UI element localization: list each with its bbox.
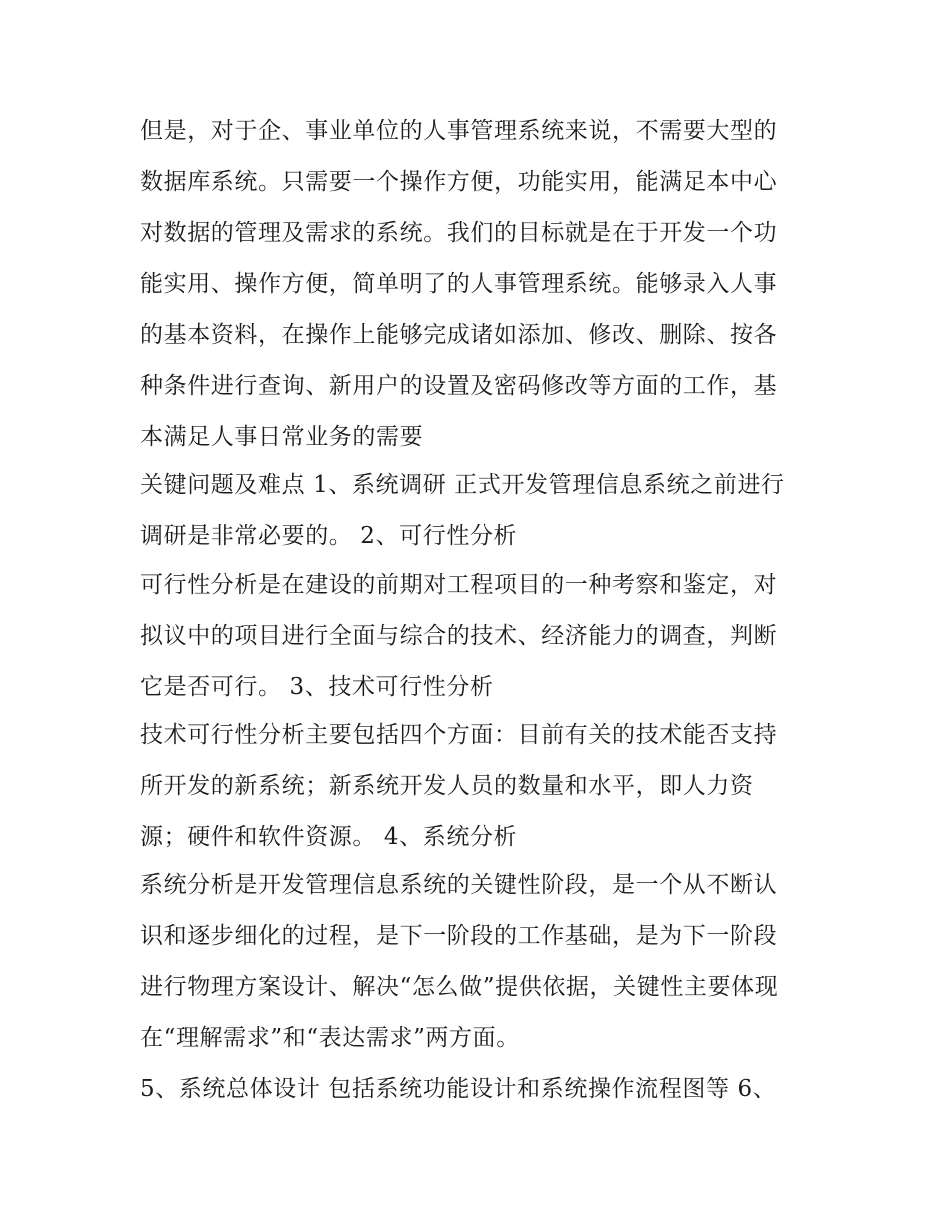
text-line: 可行性分析是在建设的前期对工程项目的一种考察和鉴定，对	[140, 572, 778, 598]
text-line: 在“理解需求”和“表达需求”两方面。	[140, 1025, 520, 1051]
text-line: 进行物理方案设计、解决“怎么做”提供依据，关键性主要体现	[140, 974, 779, 1000]
text-line: 对数据的管理及需求的系统。我们的目标就是在于开发一个功	[140, 220, 778, 246]
text-line: 关键问题及难点 1、系统调研 正式开发管理信息系统之前进行	[140, 472, 785, 498]
text-line: 源；硬件和软件资源。 4、系统分析	[140, 824, 518, 850]
text-line: 它是否可行。 3、技术可行性分析	[140, 674, 494, 700]
text-line: 本满足人事日常业务的需要	[140, 424, 424, 450]
text-line: 技术可行性分析主要包括四个方面：目前有关的技术能否支持	[140, 722, 778, 748]
text-line: 调研是非常必要的。 2、可行性分析	[140, 523, 518, 549]
text-line: 的基本资料，在操作上能够完成诸如添加、修改、删除、按各	[140, 322, 778, 348]
text-line: 但是，对于企、事业单位的人事管理系统来说，不需要大型的	[140, 118, 778, 144]
text-line: 能实用、操作方便，简单明了的人事管理系统。能够录入人事	[140, 271, 778, 297]
text-line: 系统分析是开发管理信息系统的关键性阶段，是一个从不断认	[140, 872, 778, 898]
text-line: 数据库系统。只需要一个操作方便，功能实用，能满足本中心	[140, 169, 778, 195]
text-line: 5、系统总体设计 包括系统功能设计和系统操作流程图等 6、	[140, 1076, 777, 1102]
text-line: 拟议中的项目进行全面与综合的技术、经济能力的调查，判断	[140, 623, 778, 649]
text-line: 所开发的新系统；新系统开发人员的数量和水平，即人力资	[140, 773, 754, 799]
text-line: 识和逐步细化的过程，是下一阶段的工作基础，是为下一阶段	[140, 923, 778, 949]
text-line: 种条件进行查询、新用户的设置及密码修改等方面的工作，基	[140, 373, 778, 399]
